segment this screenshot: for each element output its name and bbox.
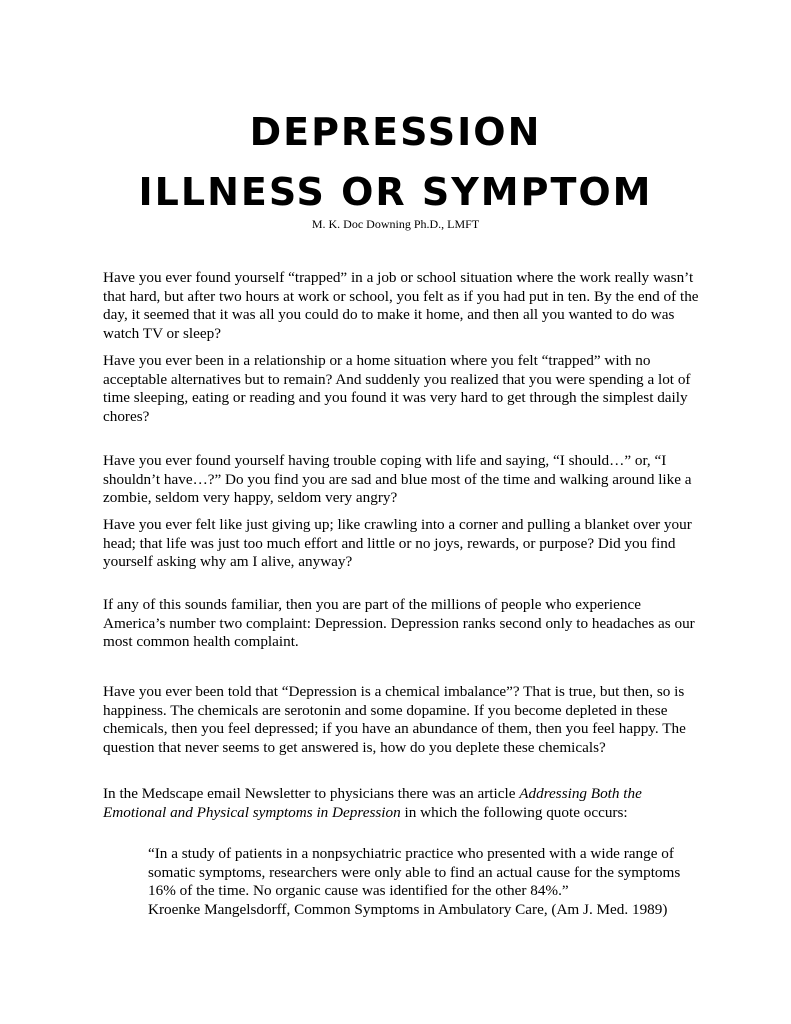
paragraph-medscape [103,785,703,822]
paragraph-trapped-job: Have you ever found yourself “trapped” in a job or school situation where the work really wasn’t that hard, but after two hours at work or school, you felt as if you had put in ten. By the end of the day, it seemed that it was all you could do to make it home, and then all you wanted to do was watch TV or sleep? [103,269,699,342]
title-line-2: ILLNESS OR SYMPTOM [138,170,653,214]
paragraph-relationship: Have you ever been in a relationship or a home situation where you felt “trapped” with no acceptable alternatives but to remain? And suddenly you realized that you were spending a lot of time sleeping, eating or reading and you found it was very hard to get through the simplest daily chores? [103,352,691,425]
article-title: Addressing Both the Emotional and Physical symptoms in Depression [103,785,642,821]
paragraph-familiar: If any of this sounds familiar, then you are part of the millions of people who experience America’s number two complaint: Depression. Depression ranks second only to headaches as our most common health complaint. [103,596,695,650]
quote-citation: Kroenke Mangelsdorff, Common Symptoms in Ambulatory Care, (Am J. Med. 1989) [148,900,668,918]
paragraph-coping: Have you ever found yourself having trouble coping with life and saying, “I should…” or, “I shouldn’t have…?” Do you find you are sad and blue most of the time and walking around like a zombie, seldom very happy, seldom very angry? [103,452,692,506]
block-quote [148,845,708,919]
medscape-outro: in which the following quote occurs: [400,803,628,821]
author-byline: M. K. Doc Downing Ph.D., LMFT [311,217,480,231]
paragraph-chemical-imbalance: Have you ever been told that “Depression is a chemical imbalance”? That is true, but then, so is happiness. The chemicals are serotonin and some dopamine. If you become depleted in these chemicals, then you feel depressed; if you have an abundance of them, then you feel happy. The question that never seems to get answered is, how do you deplete these chemicals? [103,683,686,756]
title-line-1: DEPRESSION [249,110,542,154]
paragraph-giving-up: Have you ever felt like just giving up; like crawling into a corner and pulling a blanket over your head; that life was just too much effort and little or no joys, rewards, or purpose? Did you find yourself asking why am I alive, anyway? [103,516,692,570]
medscape-intro: In the Medscape email Newsletter to physicians there was an article [103,785,520,802]
quote-text: “In a study of patients in a nonpsychiatric practice who presented with a wide range of somatic symptoms, researchers were only able to find an actual cause for the symptoms 16% of the time. No organic cause was identified for the other 84%.” [148,845,681,899]
